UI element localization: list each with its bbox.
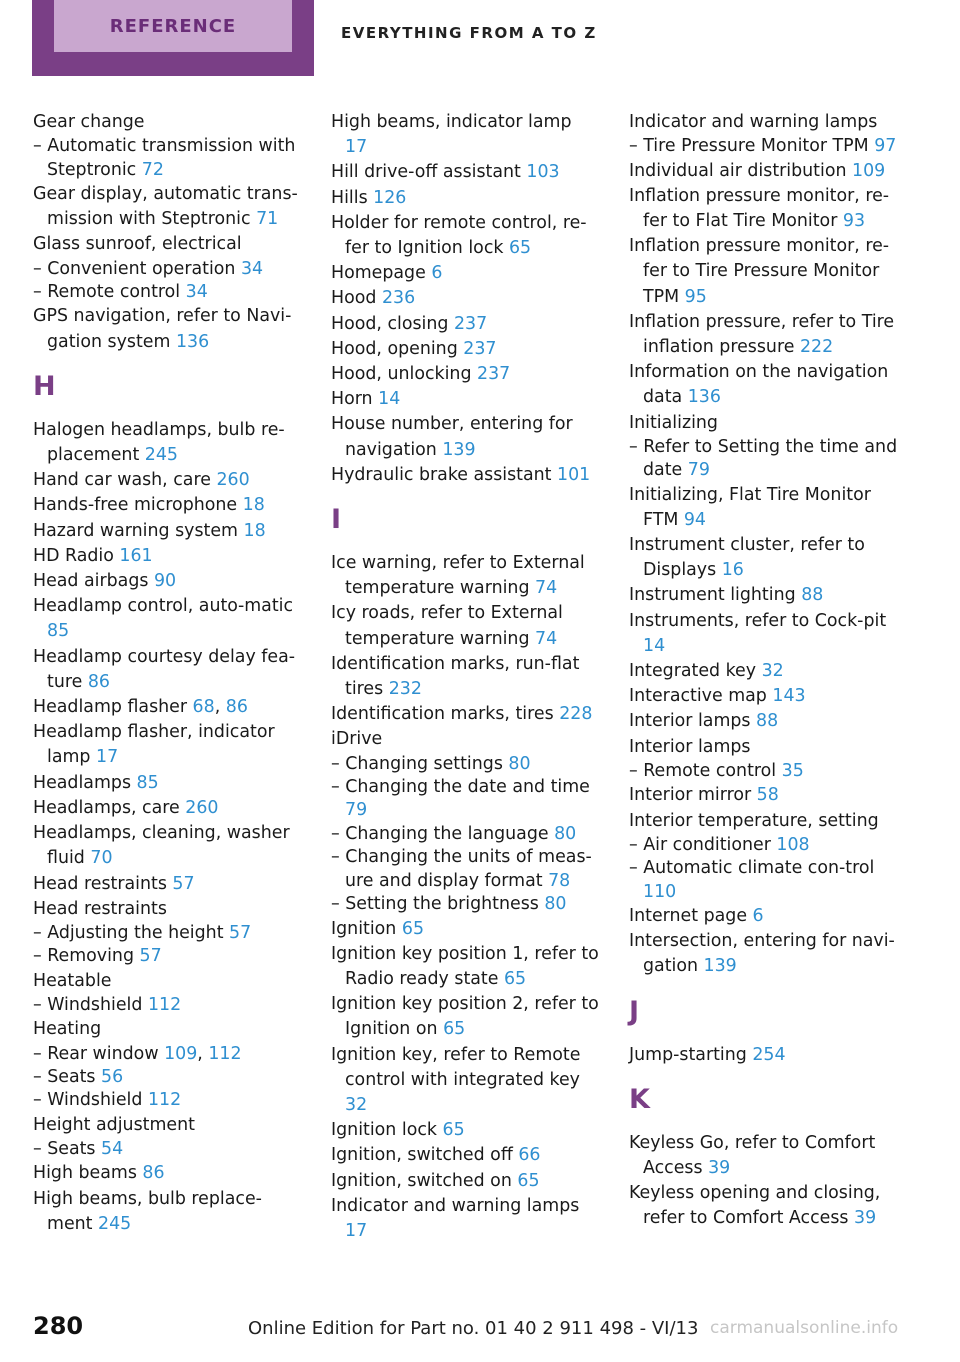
entry-text: Headlamps, cleaning, washer fluid xyxy=(33,823,290,869)
entry-text: Headlamp flasher xyxy=(33,697,193,718)
entry-text: Interior temperature, setting xyxy=(629,810,879,831)
index-entry xyxy=(331,312,599,337)
entry-text: Instruments, refer to Cock‐pit xyxy=(629,610,887,631)
index-subentry xyxy=(629,760,899,783)
page-ref-link[interactable]: 232 xyxy=(388,679,422,700)
page-ref-link[interactable]: 86 xyxy=(225,697,248,718)
entry-text: Hands-free microphone xyxy=(33,495,243,516)
page-ref-link[interactable]: 32 xyxy=(761,661,784,682)
page-ref-link[interactable]: 57 xyxy=(172,873,195,894)
entry-text: Hood, closing xyxy=(331,313,454,334)
index-entry xyxy=(629,411,899,436)
index-entry xyxy=(33,969,301,994)
index-entry xyxy=(33,771,301,796)
index-entry xyxy=(33,304,301,354)
index-entry xyxy=(629,1181,899,1231)
entry-text: – Remote control xyxy=(629,760,782,781)
page-ref-link[interactable]: 66 xyxy=(518,1145,541,1166)
index-subentry xyxy=(331,753,599,776)
page-ref-link[interactable]: 39 xyxy=(854,1208,877,1229)
index-subentry xyxy=(33,258,301,281)
page-ref-link[interactable]: 54 xyxy=(101,1138,124,1159)
index-subentry xyxy=(331,776,599,823)
page-ref-link[interactable]: 65 xyxy=(442,1120,465,1141)
page-ref-link[interactable]: 109 xyxy=(164,1043,198,1064)
index-entry xyxy=(629,1043,899,1068)
index-entry xyxy=(33,872,301,897)
index-entry xyxy=(33,110,301,135)
page-number: 280 xyxy=(33,1312,84,1340)
page-ref-link[interactable]: 74 xyxy=(535,578,558,599)
entry-text: Headlamp flasher, indicator lamp xyxy=(33,722,275,768)
entry-text: Ignition lock xyxy=(331,1120,443,1141)
entry-text: Interactive map xyxy=(629,686,773,707)
page-ref-link[interactable]: 32 xyxy=(345,1094,368,1115)
page-ref-link[interactable]: 222 xyxy=(799,337,834,358)
page-ref-link[interactable]: 93 xyxy=(842,211,866,232)
index-entry xyxy=(33,897,301,922)
index-entry xyxy=(331,917,599,942)
index-entry xyxy=(331,110,599,160)
index-entry xyxy=(331,412,599,462)
entry-text: Internet page xyxy=(629,905,753,926)
index-entry xyxy=(629,234,899,310)
entry-text: Headlamp control, auto‐matic xyxy=(33,596,294,617)
entry-text: High beams, indicator lamp xyxy=(331,112,572,132)
letter-heading: H xyxy=(33,370,56,402)
page-ref-link[interactable]: 34 xyxy=(185,282,208,303)
index-entry xyxy=(331,261,599,286)
entry-text: Gear display, automatic trans‐mission with Steptronic xyxy=(33,184,298,230)
page-ref-link[interactable]: 17 xyxy=(345,1220,368,1241)
page-ref-link[interactable]: 245 xyxy=(98,1213,132,1234)
index-entry xyxy=(629,184,899,234)
entry-text: Horn xyxy=(331,389,379,410)
letter-heading: I xyxy=(331,504,342,536)
page-ref-link[interactable]: 16 xyxy=(721,560,744,581)
index-entry xyxy=(331,1169,599,1194)
page-ref-link[interactable]: 58 xyxy=(756,785,779,806)
index-entry xyxy=(331,942,599,992)
page-ref-link[interactable]: 88 xyxy=(801,585,824,606)
index-entry xyxy=(331,337,599,362)
index-entry xyxy=(331,652,599,702)
entry-text: Ignition, switched off xyxy=(331,1145,519,1166)
index-entry xyxy=(629,735,899,760)
entry-text: Glass sunroof, electrical xyxy=(33,234,242,255)
index-entry xyxy=(33,1017,301,1042)
index-entry xyxy=(629,159,899,184)
index-entry xyxy=(33,493,301,518)
entry-text: – Seats xyxy=(33,1066,102,1087)
page-ref-link[interactable]: 65 xyxy=(443,1019,466,1040)
entry-text: – Remote control xyxy=(33,282,186,303)
entry-text: Holder for remote control, re‐fer to Ignition lock xyxy=(331,212,587,259)
entry-text: Jump-starting xyxy=(629,1044,753,1065)
entry-text: Instrument lighting xyxy=(629,585,802,606)
entry-text: Hood xyxy=(331,288,382,309)
index-entry xyxy=(629,609,899,659)
page-ref-link[interactable]: 97 xyxy=(874,136,897,157)
page-ref-link[interactable]: 56 xyxy=(101,1066,124,1087)
page-ref-link[interactable]: 65 xyxy=(508,238,532,259)
page-ref-link[interactable]: 112 xyxy=(208,1043,242,1064)
index-entry xyxy=(33,182,301,232)
index-entry xyxy=(331,387,599,412)
index-entry xyxy=(629,709,899,734)
index-entry xyxy=(629,659,899,684)
entry-text: Hazard warning system xyxy=(33,520,244,541)
page-ref-link[interactable]: 260 xyxy=(185,797,219,818)
entry-text: High beams, bulb replace‐ment xyxy=(33,1188,262,1234)
entry-text: Intersection, entering for navi‐gation xyxy=(629,931,895,977)
index-subentry xyxy=(629,436,899,483)
page-ref-link[interactable]: 103 xyxy=(526,162,560,183)
page-ref-link[interactable]: 80 xyxy=(554,823,577,844)
entry-text: Headlamp courtesy delay fea‐ture xyxy=(33,646,296,692)
entry-text: – Tire Pressure Monitor TPM xyxy=(629,136,875,157)
page-ref-link[interactable]: 65 xyxy=(503,968,527,989)
index-column-1 xyxy=(33,110,301,1237)
index-entry xyxy=(331,160,599,185)
index-entry xyxy=(629,310,899,360)
page-ref-link[interactable]: 71 xyxy=(256,209,279,230)
index-entry xyxy=(33,1161,301,1186)
section-title: EVERYTHING FROM A TO Z xyxy=(341,24,597,42)
page-ref-link[interactable]: 161 xyxy=(119,545,153,566)
page-ref-link[interactable]: 34 xyxy=(240,258,264,279)
page-ref-link[interactable]: 139 xyxy=(442,439,476,460)
index-subentry xyxy=(33,1138,301,1161)
page-ref-link[interactable]: 14 xyxy=(378,389,401,410)
entry-text: – Changing the units of meas‐ure and display format xyxy=(331,847,592,891)
index-entry xyxy=(33,1187,301,1237)
page-ref-link[interactable]: 236 xyxy=(381,288,416,309)
index-column-2 xyxy=(331,110,599,1244)
page-ref-link[interactable]: 95 xyxy=(684,286,707,307)
page-ref-link[interactable]: 228 xyxy=(559,704,593,725)
index-subentry xyxy=(33,994,301,1017)
entry-text: iDrive xyxy=(331,729,383,750)
entry-text: – Changing settings xyxy=(331,753,509,774)
entry-text: Hills xyxy=(331,187,374,208)
entry-text: High beams xyxy=(33,1163,143,1184)
index-subentry xyxy=(629,834,899,857)
entry-text: – Air conditioner xyxy=(629,834,777,855)
entry-text: House number, entering for navigation xyxy=(331,414,573,460)
entry-text: Ignition key position 1, refer to Radio ready state xyxy=(331,943,599,989)
page-ref-link[interactable]: 260 xyxy=(216,470,250,491)
index-entry xyxy=(629,929,899,979)
entry-text: Ignition key, refer to Remote control with integrated key xyxy=(331,1044,581,1090)
entry-text: Interior lamps xyxy=(629,711,757,732)
entry-text: Individual air distribution xyxy=(629,160,853,181)
entry-text: Indicator and warning lamps xyxy=(629,112,878,132)
reference-tab xyxy=(32,0,314,76)
reference-tab-label: REFERENCE xyxy=(54,0,292,52)
index-subentry xyxy=(331,893,599,916)
entry-text: Identification marks, run-flat tires xyxy=(331,653,580,700)
entry-text: Inflation pressure monitor, re‐fer to Tire Pressure Monitor TPM xyxy=(629,236,890,307)
entry-text: Inflation pressure, refer to Tire inflation pressure xyxy=(629,311,895,358)
index-subentry xyxy=(33,281,301,304)
index-subentry xyxy=(33,922,301,945)
entry-text: – Convenient operation xyxy=(33,258,241,279)
index-entry xyxy=(33,821,301,871)
page-ref-link[interactable]: 112 xyxy=(147,994,182,1015)
entry-text: Headlamps xyxy=(33,772,137,793)
page-ref-link[interactable]: 78 xyxy=(548,870,571,891)
entry-text: Hydraulic brake assistant xyxy=(331,464,558,485)
index-entry: Headlamp flasher 68, 86 xyxy=(33,697,248,718)
index-entry xyxy=(33,418,301,468)
index-entry xyxy=(331,211,599,261)
index-entry xyxy=(331,702,599,727)
index-entry xyxy=(331,1194,599,1244)
letter-heading: J xyxy=(629,995,640,1027)
entry-text: Integrated key xyxy=(629,661,762,682)
page-ref-link[interactable]: 72 xyxy=(141,159,164,180)
index-entry xyxy=(331,286,599,311)
page-ref-link[interactable]: 88 xyxy=(756,711,779,732)
entry-text: Heating xyxy=(33,1019,102,1040)
index-entry xyxy=(629,809,899,834)
entry-text: Hill drive-off assistant xyxy=(331,162,527,183)
entry-text: Initializing, Flat Tire Monitor FTM xyxy=(629,484,871,530)
index-entry xyxy=(33,569,301,594)
page-ref-link[interactable]: 18 xyxy=(242,495,265,516)
index-entry xyxy=(629,533,899,583)
entry-text: – Seats xyxy=(33,1138,102,1159)
entry-text: Gear change xyxy=(33,112,145,132)
page-ref-link[interactable]: 17 xyxy=(345,137,368,158)
watermark-logo: carmanualsonline.info xyxy=(710,1318,899,1338)
index-entry xyxy=(33,720,301,770)
index-entry xyxy=(629,483,899,533)
entry-text: Ignition xyxy=(331,918,402,939)
index-subentry xyxy=(331,823,599,846)
index-entry xyxy=(33,519,301,544)
page-ref-link[interactable]: 136 xyxy=(687,387,721,408)
entry-text: Inflation pressure monitor, re‐fer to Flat Tire Monitor xyxy=(629,185,890,232)
entry-text: – Changing the language xyxy=(331,823,555,844)
index-entry xyxy=(331,992,599,1042)
index-subentry xyxy=(331,846,599,893)
page-ref-link[interactable]: 6 xyxy=(752,905,764,926)
entry-text: Hand car wash, care xyxy=(33,470,217,491)
page-ref-link[interactable]: 108 xyxy=(776,834,810,855)
index-entry xyxy=(33,594,301,644)
index-entry xyxy=(33,468,301,493)
entry-text: – Windshield xyxy=(33,994,148,1015)
entry-text: Halogen headlamps, bulb re‐placement xyxy=(33,419,285,466)
page-ref-link[interactable]: 86 xyxy=(142,1163,165,1184)
entry-text: Height adjustment xyxy=(33,1114,195,1135)
page-ref-link[interactable]: 70 xyxy=(90,848,113,869)
entry-text: Hood, opening xyxy=(331,338,464,359)
page-ref-link[interactable]: 109 xyxy=(852,160,886,181)
page-ref-link[interactable]: 143 xyxy=(772,686,806,707)
index-entry xyxy=(33,232,301,257)
index-entry xyxy=(331,186,599,211)
entry-text: – Removing xyxy=(33,946,140,967)
index-entry xyxy=(331,601,599,651)
entry-text: Interior mirror xyxy=(629,785,757,806)
page-ref-link[interactable]: 57 xyxy=(229,922,252,943)
entry-text: Instrument cluster, refer to Displays xyxy=(629,535,865,581)
index-entry xyxy=(331,362,599,387)
index-entry xyxy=(33,645,301,695)
page-ref-link[interactable]: 101 xyxy=(557,464,591,485)
page-ref-link[interactable]: 245 xyxy=(144,445,178,466)
edition-footer: Online Edition for Part no. 01 40 2 911 498 - VI/13 xyxy=(248,1318,699,1339)
index-subentry xyxy=(33,945,301,968)
index-entry xyxy=(331,727,599,752)
index-entry xyxy=(331,1143,599,1168)
index-entry xyxy=(629,1131,899,1181)
page-ref-link[interactable]: 237 xyxy=(453,313,488,334)
entry-text: Initializing xyxy=(629,412,718,433)
letter-heading: K xyxy=(629,1083,650,1115)
index-entry xyxy=(331,1043,599,1119)
index-subentry xyxy=(629,857,899,904)
page-ref-link[interactable]: 35 xyxy=(781,760,804,781)
entry-text: HD Radio xyxy=(33,545,120,566)
page-ref-link[interactable]: 18 xyxy=(243,520,266,541)
index-entry xyxy=(33,796,301,821)
page-ref-link[interactable]: 126 xyxy=(373,187,407,208)
page-ref-link[interactable]: 14 xyxy=(643,635,666,656)
entry-text: – Adjusting the height xyxy=(33,922,230,943)
entry-text: Icy roads, refer to External temperature warning xyxy=(331,603,563,649)
entry-text: Information on the navigation data xyxy=(629,362,889,408)
index-subentry xyxy=(33,1066,301,1089)
entry-text: – Refer to Setting the time and date xyxy=(629,436,898,481)
entry-text: Head airbags xyxy=(33,571,154,592)
index-entry xyxy=(629,783,899,808)
index-entry xyxy=(331,551,599,601)
entry-text: GPS navigation, refer to Navi‐gation system xyxy=(33,306,292,352)
page-ref-link[interactable]: 94 xyxy=(683,509,706,530)
index-subentry xyxy=(33,135,301,182)
entry-text: Head restraints xyxy=(33,898,167,919)
entry-text: Interior lamps xyxy=(629,736,751,757)
entry-text: – Changing the date and time xyxy=(331,777,590,798)
page-ref-link[interactable]: 86 xyxy=(87,671,110,692)
entry-text: – Rear window xyxy=(33,1043,165,1064)
page-ref-link[interactable]: 237 xyxy=(477,364,511,385)
index-entry xyxy=(629,904,899,929)
index-subentry xyxy=(33,1089,301,1112)
page-ref-link[interactable]: 85 xyxy=(136,772,159,793)
page-ref-link[interactable]: 237 xyxy=(463,338,497,359)
page-ref-link[interactable]: 112 xyxy=(147,1090,182,1111)
index-entry xyxy=(629,583,899,608)
entry-text: – Automatic climate con‐trol xyxy=(629,858,875,879)
page-ref-link[interactable]: 68 xyxy=(192,697,215,718)
page-ref-link[interactable]: 80 xyxy=(544,894,567,915)
page-ref-link[interactable]: 85 xyxy=(47,621,70,642)
page-ref-link[interactable]: 39 xyxy=(708,1157,731,1178)
entry-text: Indicator and warning lamps xyxy=(331,1195,580,1216)
entry-text: Identification marks, tires xyxy=(331,704,560,725)
page-ref-link[interactable]: 17 xyxy=(96,747,119,768)
index-column-3 xyxy=(629,110,899,1232)
page-ref-link[interactable]: 79 xyxy=(345,800,368,821)
index-entry xyxy=(331,463,599,488)
page-ref-link[interactable]: 139 xyxy=(703,956,737,977)
entry-text: Homepage xyxy=(331,263,432,284)
page-ref-link[interactable]: 65 xyxy=(517,1170,540,1191)
page-ref-link[interactable]: 57 xyxy=(139,946,162,967)
page-ref-link[interactable]: 254 xyxy=(752,1044,786,1065)
index-subentry: – Rear window 109, 112 xyxy=(33,1043,242,1064)
entry-text: Headlamps, care xyxy=(33,797,186,818)
page-ref-link[interactable]: 90 xyxy=(153,571,177,592)
index-entry xyxy=(629,360,899,410)
entry-text: Hood, unlocking xyxy=(331,364,478,385)
page-ref-link[interactable]: 65 xyxy=(401,918,425,939)
entry-text: Ice warning, refer to External temperature warning xyxy=(331,553,585,599)
entry-text: Keyless opening and closing, refer to Comfort Access xyxy=(629,1183,881,1229)
index-entry xyxy=(331,1118,599,1143)
entry-text: Ignition key position 2, refer to Ignition on xyxy=(331,994,599,1040)
page-ref-link[interactable]: 74 xyxy=(535,628,558,649)
entry-text: Heatable xyxy=(33,970,112,991)
index-entry xyxy=(629,684,899,709)
entry-text: – Automatic transmission with Steptronic xyxy=(33,136,296,180)
page-ref-link[interactable]: 136 xyxy=(175,331,210,352)
page-ref-link[interactable]: 79 xyxy=(687,460,710,481)
entry-text: – Windshield xyxy=(33,1090,148,1111)
page-ref-link[interactable]: 6 xyxy=(431,263,443,284)
index-entry xyxy=(33,1113,301,1138)
page-ref-link[interactable]: 80 xyxy=(508,753,531,774)
index-entry xyxy=(33,544,301,569)
page-ref-link[interactable]: 110 xyxy=(643,881,677,902)
entry-text: Ignition, switched on xyxy=(331,1170,518,1191)
entry-text: Keyless Go, refer to Comfort Access xyxy=(629,1132,876,1178)
entry-text: Head restraints xyxy=(33,873,173,894)
index-subentry xyxy=(629,135,899,158)
entry-text: – Setting the brightness xyxy=(331,894,545,915)
index-entry xyxy=(629,110,899,135)
